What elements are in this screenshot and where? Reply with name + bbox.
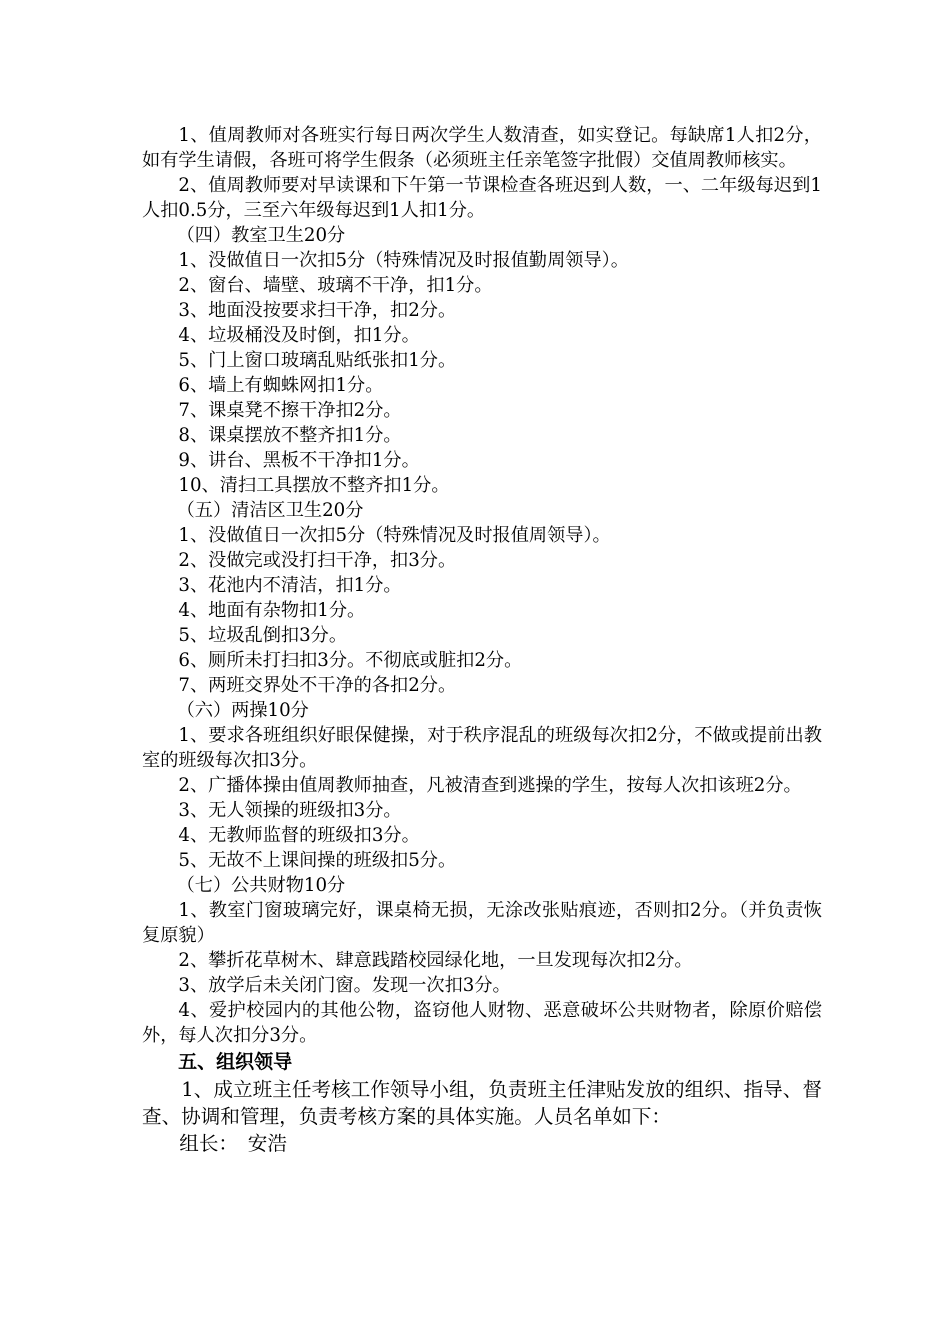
list-item: 6、厕所未打扫扣3分。不彻底或脏扣2分。	[178, 650, 523, 671]
list-item: 8、课桌摆放不整齐扣1分。	[178, 425, 402, 446]
list-item: 3、花池内不清洁，扣1分。	[178, 575, 402, 596]
list-item: 6、墙上有蜘蛛网扣1分。	[178, 375, 384, 396]
paragraph-late-check: 2、值周教师要对早读课和下午第一节课检查各班迟到人数，一、二年级每迟到1人扣0.5分，三至六年级每迟到1人扣1分。	[142, 175, 822, 221]
list-item: 4、无教师监督的班级扣3分。	[178, 825, 420, 846]
list-item: 1、教室门窗玻璃完好，课桌椅无损，无涂改张贴痕迹，否则扣2分。（并负责恢复原貌）	[142, 900, 822, 946]
list-item: 7、课桌凳不擦干净扣2分。	[178, 400, 402, 421]
list-item: 5、门上窗口玻璃乱贴纸张扣1分。	[178, 350, 457, 371]
paragraph-leadership-group: 1、成立班主任考核工作领导小组，负责班主任津贴发放的组织、指导、督查、协调和管理，负责考核方案的具体实施。人员名单如下：	[142, 1078, 822, 1128]
list-item: 2、攀折花草树木、肆意践踏校园绿化地，一旦发现每次扣2分。	[178, 950, 693, 971]
list-item: 1、没做值日一次扣5分（特殊情况及时报值周领导）。	[178, 525, 611, 546]
list-item: 9、讲台、黑板不干净扣1分。	[178, 450, 420, 471]
section-cleaning-area: （五）清洁区卫生20分	[176, 500, 364, 521]
section-two-exercises: （六）两操10分	[176, 700, 309, 721]
list-item: 2、窗台、墙壁、玻璃不干净，扣1分。	[178, 275, 493, 296]
paragraph-attendance-check: 1、值周教师对各班实行每日两次学生人数清查，如实登记。每缺席1人扣2分，如有学生请假，各班可将学生假条（必须班主任亲笔签字批假）交值周教师核实。	[142, 125, 822, 171]
list-item: 7、两班交界处不干净的各扣2分。	[178, 675, 457, 696]
paragraph-group-leader: 组长： 安浩	[179, 1132, 287, 1155]
list-item: 4、垃圾桶没及时倒，扣1分。	[178, 325, 420, 346]
section-classroom-hygiene: （四）教室卫生20分	[176, 225, 346, 246]
section-heading-organization: 五、组织领导	[178, 1051, 293, 1073]
list-item: 10、清扫工具摆放不整齐扣1分。	[178, 475, 450, 496]
list-item: 5、垃圾乱倒扣3分。	[178, 625, 348, 646]
section-public-property: （七）公共财物10分	[176, 875, 346, 896]
list-item: 3、无人领操的班级扣3分。	[178, 800, 402, 821]
document-page	[142, 123, 822, 1157]
list-item: 5、无故不上课间操的班级扣5分。	[178, 850, 457, 871]
list-item: 1、要求各班组织好眼保健操，对于秩序混乱的班级每次扣2分，不做或提前出教室的班级每次扣3分。	[142, 725, 822, 771]
list-item: 4、爱护校园内的其他公物，盗窃他人财物、恶意破坏公共财物者，除原价赔偿外，每人次扣分3分。	[142, 1000, 822, 1046]
list-item: 4、地面有杂物扣1分。	[178, 600, 366, 621]
list-item: 1、没做值日一次扣5分（特殊情况及时报值勤周领导）。	[178, 250, 629, 271]
list-item: 2、没做完或没打扫干净，扣3分。	[178, 550, 457, 571]
list-item: 2、广播体操由值周教师抽查，凡被清查到逃操的学生，按每人次扣该班2分。	[178, 775, 802, 796]
list-item: 3、放学后未关闭门窗。发现一次扣3分。	[178, 975, 511, 996]
list-item: 3、地面没按要求扫干净，扣2分。	[178, 300, 457, 321]
